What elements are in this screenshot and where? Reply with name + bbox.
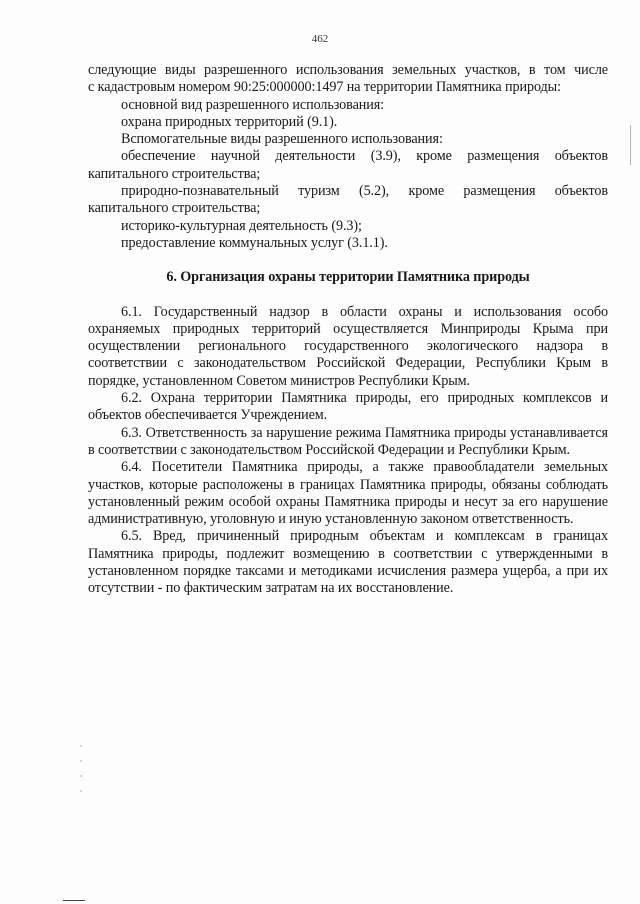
list-item: обеспечение научной деятельности (3.9), кроме размещения объектов капитального строительства;: [88, 148, 608, 182]
paragraph: 6.2. Охрана территории Памятника природы, его природных комплексов и объектов обеспечивается Учреждением.: [88, 390, 608, 424]
list-item: предоставление коммунальных услуг (3.1.1).: [121, 234, 388, 251]
paragraph: 6.3. Ответственность за нарушение режима Памятника природы устанавливается в соответствии с законодательством Российской Федерации и Республики Крым.: [88, 424, 608, 458]
scan-dot: [80, 760, 82, 762]
intro-line: с кадастровым номером 90:25:000000:1497 на территории Памятника природы:: [88, 79, 561, 96]
list-item: охрана природных территорий (9.1).: [121, 113, 338, 130]
document-body: [88, 62, 608, 598]
list-item: природно-познавательный туризм (5.2), кроме размещения объектов капитального строительства;: [88, 183, 608, 217]
intro-line: следующие виды разрешенного использования земельных участков, в том числе: [88, 62, 608, 78]
scan-dot: [80, 775, 82, 777]
section-heading: 6. Организация охраны территории Памятника природы: [166, 269, 530, 286]
paragraph: 6.1. Государственный надзор в области охраны и использования особо охраняемых природных территорий осуществляется Минприроды Крыма при осуществлении регионального государственного экологического надзора в соответствии с законодательством Российской Федерации, Республики Крым в порядке, установленном Советом министров Республики Крым.: [88, 303, 608, 389]
paragraph: 6.4. Посетители Памятника природы, а также правообладатели земельных участков, которые расположены в границах Памятника природы, обязаны соблюдать установленный режим особой охраны Памятника природы и несут за его нарушение административную, уголовную и иную установленную законом ответственность.: [88, 459, 608, 528]
paragraph: 6.5. Вред, причиненный природным объектам и комплексам в границах Памятника природы, подлежит возмещению в соответствии с утвержденными в установленном порядке таксами и методиками исчисления размера ущерба, а при их отсутствии - по фактическим затратам на их восстановление.: [88, 528, 608, 597]
scan-edge-line: [63, 900, 85, 901]
list-item: Вспомогательные виды разрешенного использования:: [121, 131, 443, 148]
scan-edge-mark: [630, 125, 631, 165]
list-item: основной вид разрешенного использования:: [121, 96, 385, 113]
page-number: 462: [311, 33, 329, 45]
scan-dot: [80, 790, 82, 792]
scan-dot: [80, 745, 82, 747]
list-item: историко-культурная деятельность (9.3);: [121, 217, 362, 234]
